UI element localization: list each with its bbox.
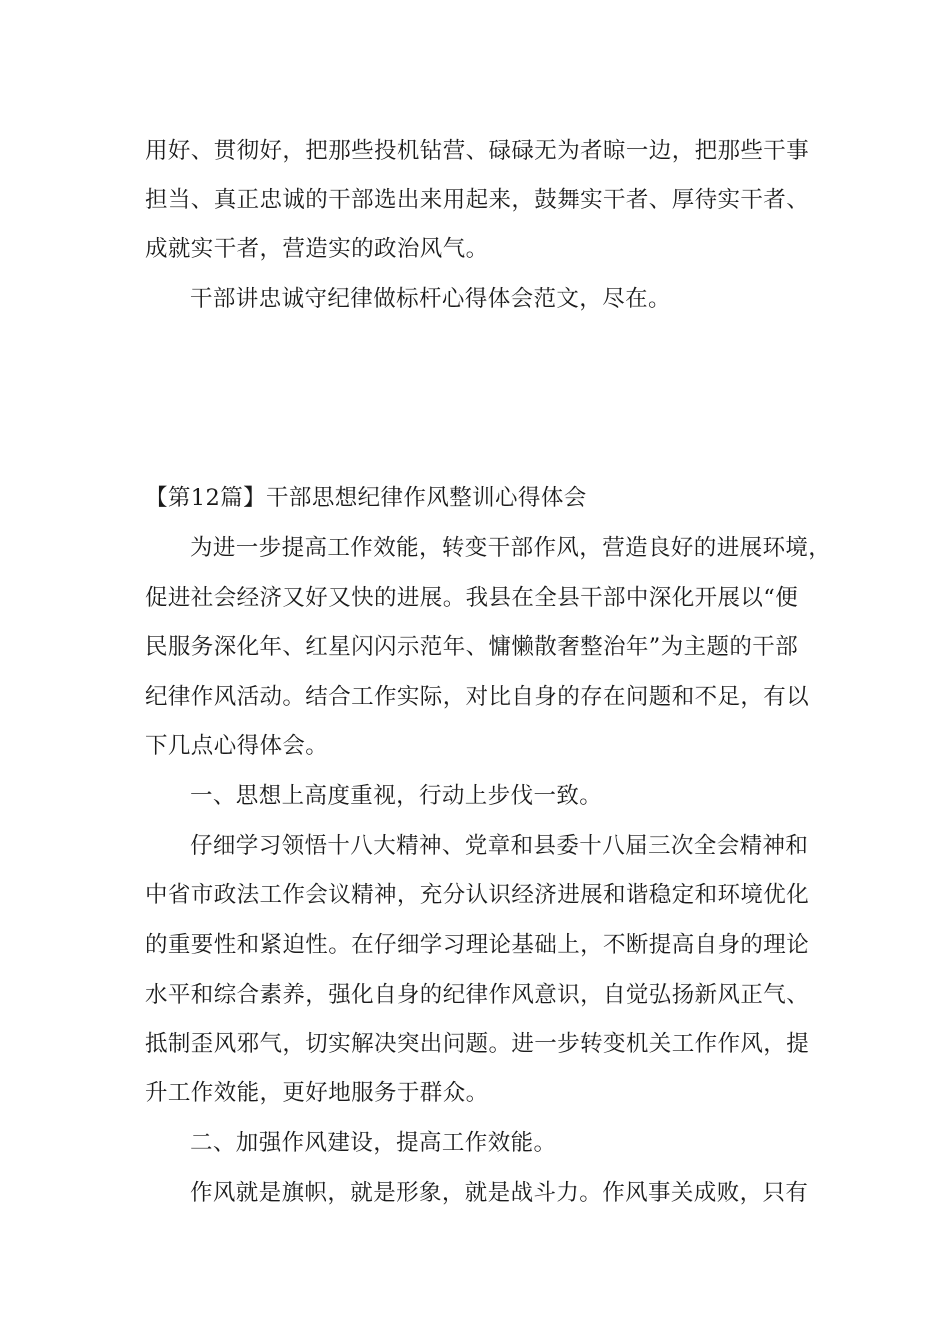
body-text-line: 水平和综合素养，强化自身的纪律作风意识，自觉弘扬新风正气、 <box>145 982 810 1008</box>
body-text-line: 担当、真正忠诚的干部选出来用起来，鼓舞实干者、厚待实干者、 <box>145 187 810 213</box>
body-text-line: 仔细学习领悟十八大精神、党章和县委十八届三次全会精神和 <box>190 833 809 859</box>
body-text-line: 作风就是旗帜，就是形象，就是战斗力。作风事关成败，只有 <box>190 1180 809 1206</box>
body-text-line: 用好、贯彻好，把那些投机钻营、碌碌无为者晾一边，把那些干事 <box>145 138 810 164</box>
body-text-line: 干部讲忠诚守纪律做标杆心得体会范文，尽在。 <box>190 286 671 312</box>
body-text-line: 纪律作风活动。结合工作实际，对比自身的存在问题和不足，有以 <box>145 684 810 710</box>
section-heading: 【第12篇】干部思想纪律作风整训心得体会 <box>145 485 587 511</box>
body-text-line: 下几点心得体会。 <box>145 733 329 759</box>
body-text-line: 成就实干者，营造实的政治风气。 <box>145 236 489 262</box>
body-text-line: 抵制歪风邪气，切实解决突出问题。进一步转变机关工作作风，提 <box>145 1031 810 1057</box>
subheading-line: 二、加强作风建设，提高工作效能。 <box>190 1130 557 1156</box>
body-text-line: 中省市政法工作会议精神，充分认识经济进展和谐稳定和环境优化 <box>145 882 810 908</box>
body-text-line: 促进社会经济又好又快的进展。我县在全县干部中深化开展以“便 <box>145 585 799 611</box>
body-text-line: 升工作效能，更好地服务于群众。 <box>145 1080 489 1106</box>
body-text-line: 为进一步提高工作效能，转变干部作风，营造良好的进展环境， <box>190 535 832 561</box>
body-text-line: 民服务深化年、红星闪闪示范年、慵懒散奢整治年”为主题的干部 <box>145 634 799 660</box>
subheading-line: 一、思想上高度重视，行动上步伐一致。 <box>190 783 603 809</box>
body-text-line: 的重要性和紧迫性。在仔细学习理论基础上，不断提高自身的理论 <box>145 932 810 958</box>
